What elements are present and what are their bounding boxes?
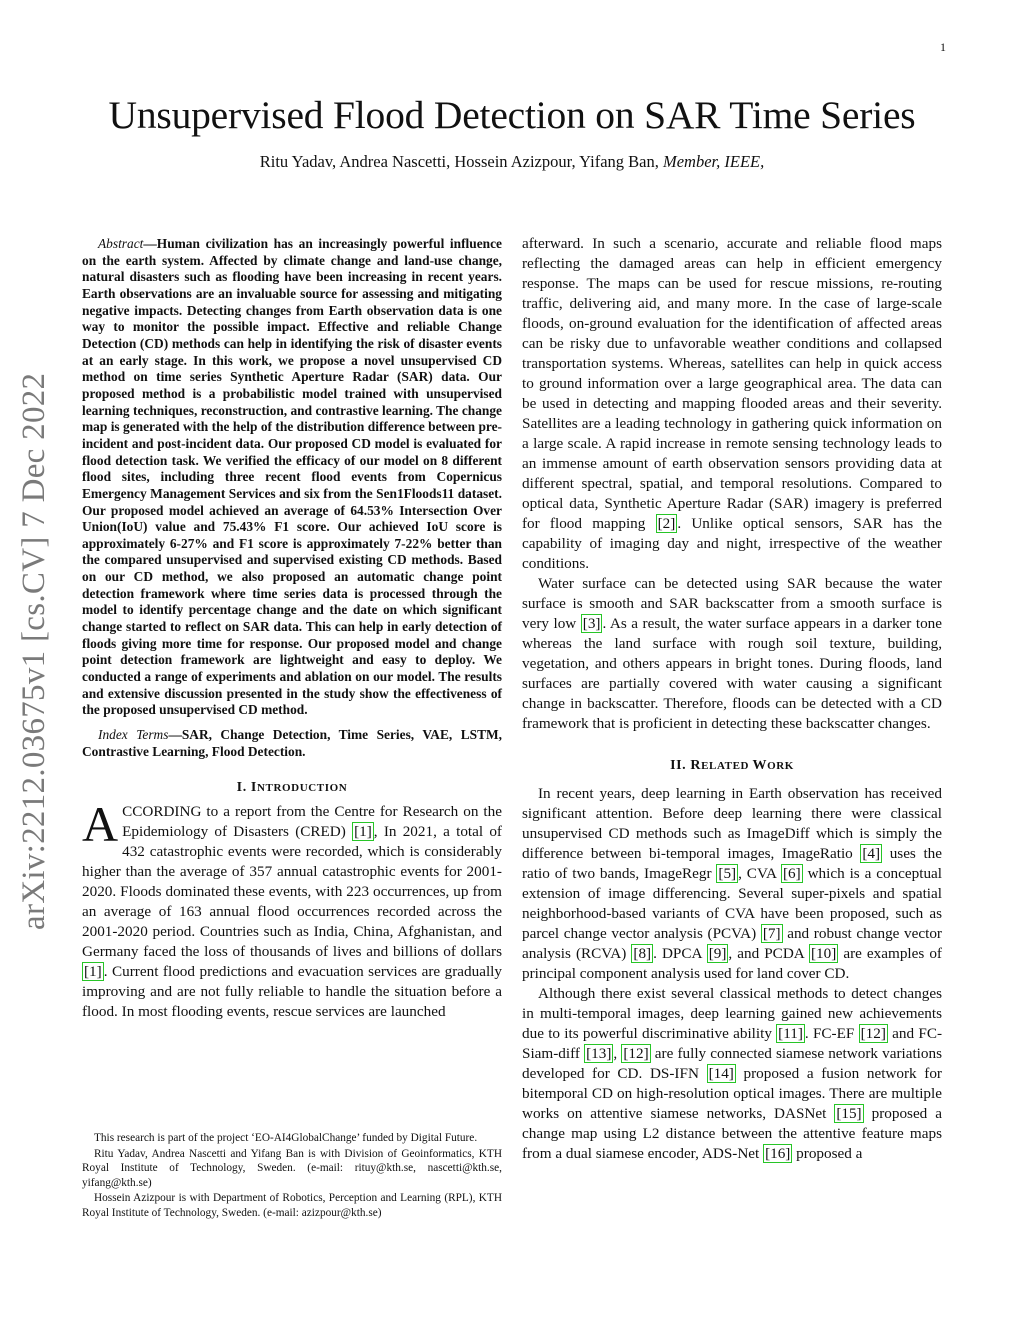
right-column <box>522 234 942 1164</box>
citation-link[interactable]: [8] <box>633 945 652 962</box>
abstract <box>82 236 502 719</box>
intro-paragraph: ACCORDING to a report from the Centre for Research on the Epidemiology of Disasters (CRED) [1] , In 2021, a total of 432 catastrophic events were recorded, which is considerably higher than the average of 357 annual catastrophic events for 2001-2020. Floods dominated these events, with 223 occurrences, up from an average of 163 annual flood occurrences recorded across the 2001-2020 period. Countries such as India, China, Afghanistan, and Germany faced the loss of thousands of lives and billions of dollars [1] . Current flood predictions and evacuation services are gradually improving and are not fully reliable to handle the situation before a flood. In most flooding events, rescue services are launched <box>82 796 502 1021</box>
left-column <box>82 236 502 1022</box>
citation-link[interactable]: [9] <box>708 945 727 962</box>
footnote-affiliation-kth-rpl: Hossein Azizpour is with Department of Robotics, Perception and Learning (RPL), KTH Royal Institute of Technology, Sweden. (e-mail: azizpour@kth.se) <box>82 1192 502 1219</box>
abstract-text: —Human civilization has an increasingly powerful influence on the earth system. Affected by climate change and land-use change, natural disasters such as flooding have been increasing in recent years. Earth observations are an invaluable source for assessing and mitigating negative impacts. Detecting changes from Earth observation data is one way to monitor the possible impact. Effective and reliable Change Detection (CD) methods can help in identifying the risk of disaster events at an early stage. In this work, we propose a novel unsupervised CD method on time series Synthetic Aperture Radar (SAR) data. Our proposed method is a probabilistic model trained with unsupervised learning techniques, reconstruction, and contrastive learning. The change map is generated with the help of the distribution difference between pre-incident and post-incident data. Our proposed CD model is evaluated for flood detection task. We verified the efficacy of our model on 8 different flood sites, including three recent flood events from Copernicus Emergency Management Services and six from the Sen1Floods11 dataset. Our proposed model achieved an average of 64.53% Intersection Over Union(IoU) value and 75.43% F1 score. Our achieved IoU score is approximately 6-27% and F1 score is approximately 7-22% better than the compared unsupervised and supervised existing CD methods. Based on our CD method, we also proposed an automatic change point detection framework where time series data is processed through the model to identify percentage change and the date on which significant change started to reflect on SAR data. This can help in early detection of floods giving more time for response. Our proposed model and change point detection framework are lightweight and easy to deploy. We conducted a range of experiments and ablation on our model. The results and extensive discussion presented in the study show the effectiveness of the proposed unsupervised CD method. <box>82 236 502 718</box>
citation-link[interactable]: [15] <box>836 1105 862 1122</box>
citation-link[interactable]: [7] <box>762 925 781 942</box>
author-list <box>0 152 1024 172</box>
citation-link[interactable]: [13] <box>586 1045 612 1062</box>
sar-water-paragraph: Water surface can be detected using SAR because the water surface is smooth and SAR backscatter from a smooth surface is very low [3] . As a result, the water surface appears in a darker tone whereas the land surface with rough soil texture, building, vegetation, and others appears in bright tones. During floods, land surfaces are partially covered with water causing a significant change in backscatter. Therefore, floods can be detected with a CD framework that is proficient in detecting these backscatter changes. <box>522 575 942 732</box>
section-heading-introduction: I. INTRODUCTION <box>236 780 348 796</box>
abstract-label: Abstract <box>98 236 144 251</box>
citation-link[interactable]: [16] <box>765 1145 791 1162</box>
related-work-paragraph-1: In recent years, deep learning in Earth observation has received significant attention. Before deep learning there were classical unsupervised CD methods such as ImageDiff which is simply the difference between bi-temporal images, ImageRatio [4] uses the ratio of two bands, ImageRegr [5] , CVA [6] which is a conceptual extension of image differencing. Several super-pixels and spatial neighborhood-based variants of CVA have been proposed, such as parcel change vector analysis (PCVA) [7] and robust change vector analysis (RCVA) [8] . DPCA [9] , and PCDA [10] are examples of principal component analysis used for land cover CD. <box>522 785 942 982</box>
index-terms-label: Index Terms <box>98 727 169 743</box>
citation-link[interactable]: [3] <box>582 615 601 632</box>
footnote-funding: This research is part of the project ‘EO-AI4GlobalChange’ funded by Digital Future. <box>94 1132 478 1144</box>
index-terms-text: —SAR, Change Detection, Time Series, VAE, LSTM, Contrastive Learning, Flood Detection. <box>82 727 502 759</box>
citation-link[interactable]: [12] <box>860 1025 886 1042</box>
author-membership: Member, IEEE, <box>662 152 765 171</box>
citation-link[interactable]: [14] <box>708 1065 734 1082</box>
citation-link[interactable]: [11] <box>778 1025 803 1042</box>
citation-link[interactable]: [10] <box>810 945 837 962</box>
page-number: 1 <box>940 40 946 54</box>
section-heading-related-work: II. RELATED WORK <box>670 758 794 773</box>
intro-paragraph-continued: afterward. In such a scenario, accurate and reliable flood maps reflecting the damaged areas can help in efficient emergency response. The maps can be used for rescue missions, re-routing traffic, delivering aid, and many more. In the case of large-scale floods, on-ground evaluation for the identification of affected areas can be risky due to unfavorable weather conditions and collapsed transportation systems. Whereas, satellites can help in quick access to ground information over a large geographical area. The data can be used in detecting and mapping flooded areas and their severity. Satellites are a leading technology in gathering quick information on a large scale. A rapid increase in remote sensing technology leads to an immense amount of earth observation sensors providing data at different spectral, spatial, and temporal resolutions. Compared to optical data, Synthetic Aperture Radar (SAR) imagery is preferred for flood mapping [2] . Unlike optical sensors, SAR has the capability of imaging day and night, irrespective of the weather conditions. <box>522 235 942 572</box>
citation-link[interactable]: [4] <box>862 845 881 862</box>
arxiv-identifier-stamp: arXiv:2212.03675v1 [cs.CV] 7 Dec 2022 <box>16 372 52 930</box>
footnotes <box>82 1131 502 1222</box>
related-work-paragraph-2: Although there exist several classical methods to detect changes in multi-temporal images, deep learning gained new achievements due to its powerful discriminative ability [11] . FC-EF [12] and FC-Siam-diff [13] , [12] are fully connected siamese network variations developed for CD. DS-IFN [14] proposed a fusion network for bitemporal CD on high-resolution optical images. There are multiple works on attentive siamese networks, DASNet [15] proposed a change map using L2 distance between the attentive feature maps from a dual siamese encoder, ADS-Net [16] proposed a <box>522 985 943 1162</box>
citation-link[interactable]: [2] <box>657 515 676 532</box>
drop-cap: A <box>82 796 119 853</box>
citation-link[interactable]: [1] <box>84 963 102 981</box>
citation-link[interactable]: [1] <box>354 823 372 841</box>
paper-title: Unsupervised Flood Detection on SAR Time Series <box>108 93 916 137</box>
index-terms <box>82 727 502 760</box>
citation-link[interactable]: [5] <box>718 865 737 882</box>
author-names: Ritu Yadav, Andrea Nascetti, Hossein Azizpour, Yifang Ban, <box>259 152 659 171</box>
footnote-affiliation-kth-geoinformatics: Ritu Yadav, Andrea Nascetti and Yifang Ban is with Division of Geoinformatics, KTH Royal Institute of Technology, Sweden. (e-mail: rituy@kth.se, nascetti@kth.se, yifang@kth.se) <box>82 1147 502 1189</box>
citation-link[interactable]: [6] <box>782 865 801 882</box>
citation-link[interactable]: [12] <box>623 1045 649 1062</box>
